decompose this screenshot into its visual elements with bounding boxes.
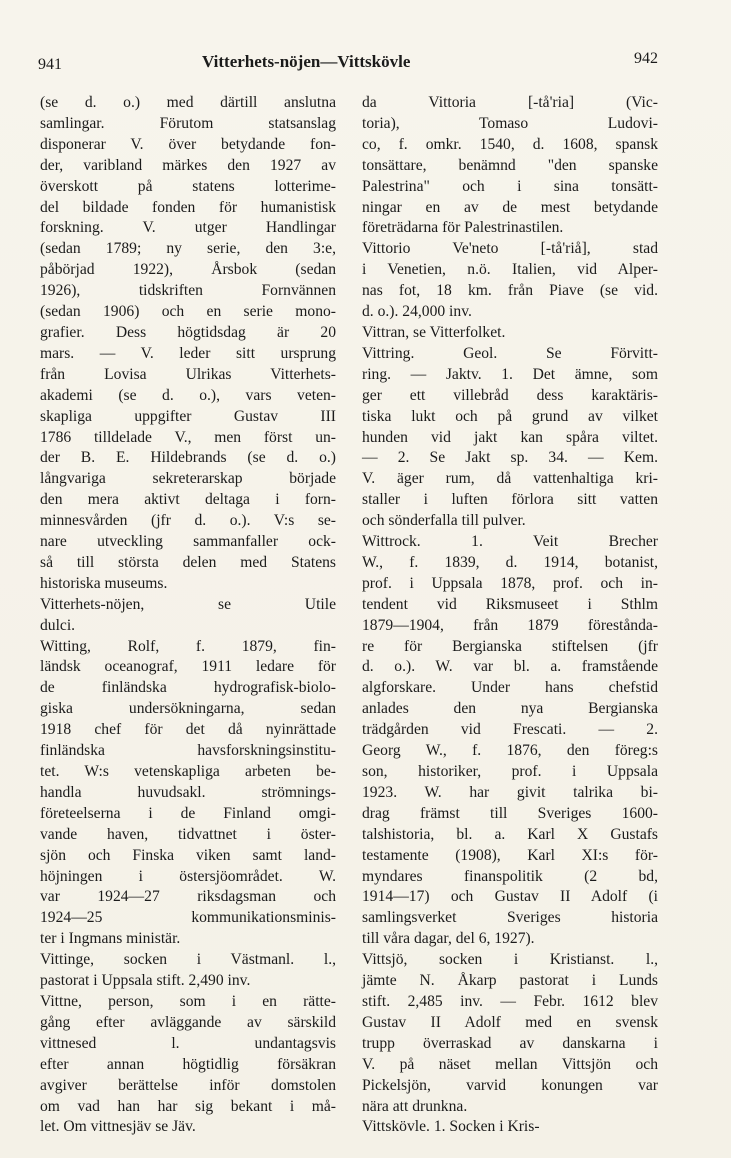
running-header [38, 50, 658, 82]
text-line: Vittran, se Vitterfolket. [362, 323, 506, 341]
text-line: V. äger rum, då vattenhaltiga kri- [362, 470, 658, 488]
text-line: om vad han har sig bekant i må- [40, 1097, 336, 1115]
text-line: överskott på statens lotterime- [40, 177, 336, 195]
text-line: Georg W., f. 1876, den föreg:s [362, 742, 658, 760]
text-line: företeelserna i de Finland omgi- [40, 804, 336, 822]
text-line: Vittinge, socken i Västmanl. l., [40, 951, 336, 969]
text-line: ter i Ingmans ministär. [40, 930, 181, 948]
text-line: anlades den nya Bergianska [362, 700, 658, 718]
text-line: son, historiker, prof. i Uppsala [362, 763, 658, 780]
text-line: minnesvården (jfr d. o.). V:s se- [40, 512, 336, 530]
text-line: 1914—17) och Gustav II Adolf (i [362, 888, 658, 906]
text-line: Pickelsjön, varvid konungen var [362, 1076, 658, 1094]
text-line: finländska havsforskningsinstitu- [40, 742, 336, 760]
text-line: 1918 chef för det då nyinrättade [40, 721, 336, 739]
text-line: algforskare. Under hans chefstid [362, 679, 658, 697]
text-line: staller i luften förlora sitt vatten [362, 491, 658, 509]
page-number-right: 942 [634, 50, 658, 67]
text-line: ningar en av de mest betydande [362, 198, 658, 216]
text-line: till våra dagar, del 6, 1927). [362, 930, 535, 948]
text-line: Palestrina" och i sina tonsätt- [362, 177, 658, 195]
text-line: W., f. 1839, d. 1914, botanist, [362, 553, 658, 571]
text-line: trädgården vid Frescati. — 2. [362, 721, 658, 739]
text-line: 1924—25 kommunikationsminis- [40, 909, 336, 927]
text-line: (se d. o.) med därtill anslutna [40, 94, 336, 111]
text-line: tendent vid Riksmuseet i Sthlm [362, 595, 658, 613]
text-line: (sedan 1789; ny serie, den 3:e, [40, 240, 336, 258]
text-line: trupp överraskad av danskarna i [362, 1034, 658, 1052]
text-line: nära att drunkna. [362, 1097, 468, 1115]
text-line: påbörjad 1922), Årsbok (sedan [40, 261, 336, 279]
text-line: stift. 2,485 inv. — Febr. 1612 blev [362, 992, 658, 1010]
text-line: Vittorio Ve'neto [-tå'riå], stad [362, 240, 658, 258]
text-line: sjön och Finska viken samt land- [40, 846, 336, 864]
text-line: samlingsverket Sveriges historia [362, 909, 658, 927]
text-line: 1879—1904, från 1879 förestånda- [362, 616, 658, 634]
text-line: d. o.). W. var bl. a. framstående [362, 658, 658, 676]
text-line: V. på näset mellan Vittsjön och [362, 1055, 658, 1073]
text-line: mars. — V. leder sitt ursprung [40, 344, 336, 362]
text-line: Vittne, person, som i en rätte- [40, 992, 336, 1010]
text-line: jämte N. Åkarp pastorat i Lunds [362, 972, 658, 990]
text-line: myndares finanspolitik (2 bd, [362, 867, 658, 885]
text-line: disponerar V. över betydande fon- [40, 135, 336, 153]
text-line: re för Bergianska stiftelsen (jfr [362, 637, 658, 655]
text-line: giska undersökningarna, sedan [40, 700, 336, 718]
text-line: och sönderfalla till pulver. [362, 512, 526, 530]
text-line: (sedan 1906) och en serie mono- [40, 303, 336, 321]
text-line: den mera aktivt deltaga i forn- [40, 491, 336, 509]
text-line: ger ett villebråd dess karaktäris- [362, 386, 658, 404]
text-line: — 2. Se Jakt sp. 34. — Kem. [362, 449, 658, 467]
text-line: vittnesed l. undantagsvis [40, 1034, 336, 1052]
page-number-left: 941 [38, 56, 62, 73]
text-line: akademi (se d. o.), vars veten- [40, 386, 336, 404]
text-line: prof. i Uppsala 1878, prof. och in- [362, 574, 658, 592]
text-line: let. Om vittnesjäv se Jäv. [40, 1118, 196, 1136]
text-line: talshistoria, bl. a. Karl X Gustafs [362, 825, 658, 843]
text-line: skapliga uppgifter Gustav III [40, 407, 336, 425]
text-line: handla huvudsakl. strömnings- [40, 783, 336, 801]
text-line: hunden vid jakt kan spåra viltet. [362, 428, 658, 446]
text-line: tet. W:s vetenskapliga arbeten be- [40, 763, 336, 780]
text-line: var 1924—27 riksdagsman och [40, 888, 336, 906]
text-line: Gustav II Adolf med en svensk [362, 1013, 658, 1031]
text-line: 1923. W. har givit talrika bi- [362, 783, 658, 801]
text-line: ring. — Jaktv. 1. Det ämne, som [362, 365, 658, 383]
text-line: så till största delen med Statens [40, 553, 336, 571]
text-line: Vittskövle. 1. Socken i Kris- [362, 1118, 540, 1136]
text-line: efter annan högtidlig försäkran [40, 1055, 336, 1073]
text-line: 1926), tidskriften Fornvännen [40, 282, 336, 300]
text-line: Vittsjö, socken i Kristianst. l., [362, 951, 658, 969]
text-line: Vitterhets-nöjen, se Utile [40, 595, 336, 613]
text-line: höjningen i östersjöområdet. W. [40, 867, 336, 885]
text-line: nare utveckling sammanfaller ock- [40, 533, 336, 551]
text-line: de finländska hydrografisk-biolo- [40, 679, 336, 697]
text-line: grafier. Dess högtidsdag är 20 [40, 323, 336, 341]
text-line: der, varibland märkes den 1927 av [40, 156, 336, 174]
text-line: forskning. V. utger Handlingar [40, 219, 336, 237]
text-line: dulci. [40, 616, 76, 634]
text-line: testamente (1908), Karl XI:s för- [362, 846, 658, 864]
text-line: Vittring. Geol. Se Förvitt- [362, 344, 658, 362]
text-line: der B. E. Hildebrands (se d. o.) [40, 449, 336, 467]
text-line: 1786 tilldelade V., men först un- [40, 428, 336, 446]
text-line: ländsk oceanograf, 1911 ledare för [40, 658, 336, 676]
text-line: drag främst till Sveriges 1600- [362, 804, 658, 822]
text-line: från Lovisa Ulrikas Vitterhets- [40, 365, 336, 383]
left-column [40, 93, 336, 1138]
text-line: Wittrock. 1. Veit Brecher [362, 533, 658, 551]
text-line: samlingar. Förutom statsanslag [40, 114, 336, 132]
text-line: långvariga sekreterarskap började [40, 470, 336, 488]
right-column [362, 93, 658, 1138]
text-line: Witting, Rolf, f. 1879, fin- [40, 637, 336, 655]
text-line: pastorat i Uppsala stift. 2,490 inv. [40, 972, 251, 990]
running-title: Vitterhets-nöjen—Vittskövle [202, 52, 411, 71]
text-line: i Venetien, n.ö. Italien, vid Alper- [362, 261, 658, 279]
text-line: da Vittoria [-tå'ria] (Vic- [362, 94, 658, 111]
text-line: historiska museums. [40, 574, 168, 592]
text-line: tiska lukt och på grund av vilket [362, 407, 658, 425]
text-line: avgiver berättelse inför domstolen [40, 1076, 336, 1094]
text-line: företrädarna för Palestrinastilen. [362, 219, 564, 237]
text-line: gång efter avläggande av särskild [40, 1013, 336, 1031]
text-line: d. o.). 24,000 inv. [362, 303, 472, 321]
text-line: toria), Tomaso Ludovi- [362, 114, 658, 132]
text-line: vande haven, tidvattnet i öster- [40, 825, 336, 843]
text-line: del bildade fonden för humanistisk [40, 198, 336, 216]
text-line: tonsättare, benämnd "den spanske [362, 156, 658, 174]
text-line: nas fot, 18 km. från Piave (se vid. [362, 282, 658, 300]
text-line: co, f. omkr. 1540, d. 1608, spansk [362, 135, 658, 153]
